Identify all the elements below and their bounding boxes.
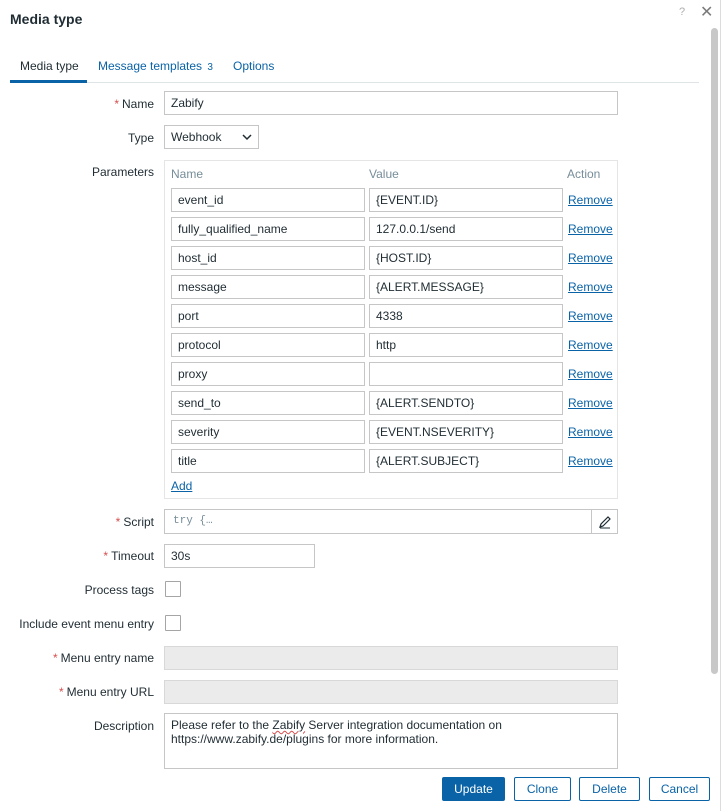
parameter-value-input[interactable] (369, 420, 563, 444)
timeout-input[interactable] (164, 544, 315, 568)
remove-parameter-link[interactable]: Remove (568, 251, 613, 265)
column-header-value: Value (369, 167, 399, 181)
include-event-menu-label: Include event menu entry (19, 617, 154, 631)
parameter-value-input[interactable] (369, 391, 563, 415)
scrollbar[interactable] (711, 28, 718, 674)
tab-bar (10, 51, 699, 83)
process-tags-checkbox[interactable] (165, 581, 181, 597)
include-event-menu-checkbox[interactable] (165, 615, 181, 631)
menu-entry-name-input (164, 646, 618, 670)
parameter-value-input[interactable] (369, 246, 563, 270)
name-input[interactable] (164, 91, 618, 115)
parameter-row (165, 188, 617, 212)
parameter-row (165, 217, 617, 241)
parameter-value-input[interactable] (369, 275, 563, 299)
remove-parameter-link[interactable]: Remove (568, 309, 613, 323)
clone-button[interactable]: Clone (514, 777, 571, 801)
delete-button[interactable]: Delete (579, 777, 640, 801)
type-label: Type (127, 131, 154, 145)
remove-parameter-link[interactable]: Remove (568, 454, 613, 468)
close-icon[interactable]: ✕ (700, 4, 714, 21)
parameter-value-input[interactable] (369, 449, 563, 473)
parameter-value-input[interactable] (369, 362, 563, 386)
type-select-value: Webhook (171, 130, 222, 144)
description-line: Please refer to the Zabify Server integration documentation on (171, 718, 502, 732)
name-label: * Name (114, 97, 154, 111)
parameter-row (165, 304, 617, 328)
parameter-name-input[interactable] (171, 449, 365, 473)
parameter-value-input[interactable] (369, 217, 563, 241)
column-header-name: Name (171, 167, 204, 181)
pencil-icon[interactable] (591, 510, 617, 533)
parameter-name-input[interactable] (171, 391, 365, 415)
parameter-name-input[interactable] (171, 304, 365, 328)
parameter-row (165, 333, 617, 357)
parameter-name-input[interactable] (171, 362, 365, 386)
parameter-row (165, 275, 617, 299)
menu-entry-name-label: * Menu entry name (52, 651, 154, 665)
process-tags-label: Process tags (84, 583, 154, 597)
parameter-row (165, 362, 617, 386)
description-line: https://www.zabify.de/plugins for more information. (171, 732, 439, 746)
parameter-row (165, 246, 617, 270)
parameter-name-input[interactable] (171, 420, 365, 444)
remove-parameter-link[interactable]: Remove (568, 338, 613, 352)
active-tab-indicator (10, 80, 87, 83)
type-select[interactable] (164, 125, 259, 149)
parameter-value-input[interactable] (369, 333, 563, 357)
parameters-label: Parameters (91, 165, 154, 179)
parameter-row (165, 420, 617, 444)
remove-parameter-link[interactable]: Remove (568, 193, 613, 207)
parameter-value-input[interactable] (369, 304, 563, 328)
menu-entry-url-input (164, 680, 618, 704)
tab-media-type[interactable]: Media type (20, 59, 79, 73)
parameter-name-input[interactable] (171, 217, 365, 241)
remove-parameter-link[interactable]: Remove (568, 396, 613, 410)
remove-parameter-link[interactable]: Remove (568, 425, 613, 439)
message-templates-count: 3 (207, 62, 213, 73)
tab-label: Message templates (98, 59, 203, 73)
description-label: Description (93, 719, 154, 733)
parameter-name-input[interactable] (171, 246, 365, 270)
help-icon[interactable]: ? (679, 6, 686, 18)
script-field[interactable] (164, 509, 618, 534)
update-button[interactable]: Update (442, 777, 505, 801)
parameter-name-input[interactable] (171, 275, 365, 299)
parameter-row (165, 449, 617, 473)
column-header-action: Action (567, 167, 601, 181)
dialog-title: Media type (10, 11, 83, 27)
remove-parameter-link[interactable]: Remove (568, 367, 613, 381)
parameter-name-input[interactable] (171, 333, 365, 357)
add-parameter-link[interactable]: Add (171, 479, 193, 493)
chevron-down-icon (242, 126, 252, 155)
parameters-table (164, 160, 618, 499)
timeout-label: * Timeout (103, 549, 154, 563)
parameter-value-input[interactable] (369, 188, 563, 212)
parameter-row (165, 391, 617, 415)
cancel-button[interactable]: Cancel (649, 777, 710, 801)
script-label: * Script (115, 515, 154, 529)
tab-message-templates[interactable] (98, 59, 213, 73)
parameter-name-input[interactable] (171, 188, 365, 212)
tab-options[interactable]: Options (233, 59, 275, 73)
menu-entry-url-label: * Menu entry URL (58, 685, 154, 699)
remove-parameter-link[interactable]: Remove (568, 222, 613, 236)
script-preview: try {… (173, 515, 213, 527)
remove-parameter-link[interactable]: Remove (568, 280, 613, 294)
dialog-footer (0, 770, 720, 811)
description-textarea[interactable] (164, 713, 618, 769)
